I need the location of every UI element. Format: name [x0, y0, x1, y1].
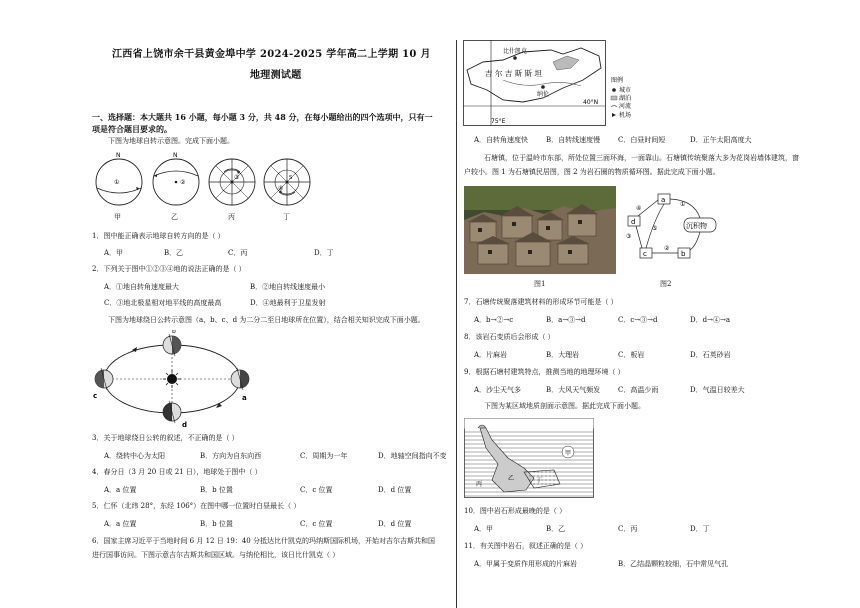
rotation-diagram-bing: [209, 159, 255, 205]
paper-title-line1: 江西省上饶市余干县黄金埠中学 2024-2025 学年高二上学期 10 月: [112, 49, 431, 60]
question-4-option-d[interactable]: D．d 位置: [378, 486, 412, 494]
legend-city: 城市: [619, 87, 632, 94]
mark-4: ④: [278, 185, 284, 192]
latitude-label: 40°N: [583, 99, 599, 106]
earth-position-b: [163, 334, 181, 356]
question-1-option-b[interactable]: B．乙: [164, 249, 184, 257]
fig1-label-jia: 甲: [114, 213, 121, 221]
question-5-option-b[interactable]: B．b 位置: [200, 520, 233, 528]
city-naryn-label: 纳伦: [537, 91, 550, 98]
question-6-option-b[interactable]: B．自转线速度慢: [546, 136, 601, 144]
question-3-option-c[interactable]: C．周期为一年: [300, 452, 348, 460]
arrow-4: ④: [636, 205, 642, 212]
node-a: a: [661, 196, 666, 204]
fig1-label-yi: 乙: [171, 213, 178, 221]
sun-icon: [163, 370, 181, 388]
section-heading-line2: 项是符合题目要求的。: [92, 124, 172, 134]
question-8-stem: 8．该岩石变质后会形成（ ）: [464, 333, 555, 341]
question-2-stem: 2．下列关于图中①②③④地的说法正确的是（ ）: [92, 265, 246, 273]
node-c: c: [643, 250, 647, 258]
paper-title-line2: 地理测试题: [250, 70, 302, 81]
orbit-label-c: c: [93, 392, 98, 400]
question-8-option-c[interactable]: C．板岩: [618, 351, 645, 359]
kyrgyzstan-map: [463, 40, 641, 126]
question-7-option-c[interactable]: C．c→③→d: [618, 316, 658, 324]
legend-title: 图例: [611, 77, 624, 84]
question-7-stem: 7．石塘传统聚落建筑材料的形成环节可能是（ ）: [464, 298, 618, 306]
city-bishkek-label: 比什凯克: [503, 48, 528, 55]
question-3-option-d[interactable]: D．地轴空间指向不变: [378, 452, 447, 460]
orbit-label-b: b: [172, 330, 176, 335]
question-8-option-a[interactable]: A．片麻岩: [474, 351, 508, 359]
question-1-option-a[interactable]: A．甲: [104, 249, 124, 257]
node-sediment: 沉积物: [686, 222, 707, 230]
question-3-stem: 3．关于地球绕日公转的叙述，不正确的是（ ）: [92, 434, 239, 442]
question-11-option-b[interactable]: B．乙结晶颗粒较细，石中常见气孔: [618, 560, 729, 568]
question-7-option-b[interactable]: B．a→③→d: [546, 316, 586, 324]
airport-icon: [612, 113, 616, 117]
question-10-stem: 10．图中岩石形成最晚的是（ ）: [464, 507, 567, 515]
question-4-option-a[interactable]: A．a 位置: [104, 486, 137, 494]
country-label: 吉 尔 吉 斯 斯 坦: [485, 69, 542, 78]
question-6-option-c[interactable]: C．白昼时间短: [618, 136, 666, 144]
north-label: N: [116, 152, 121, 159]
question-9-option-b[interactable]: B．大风天气频发: [546, 386, 601, 394]
question-8-option-d[interactable]: D．石英砂岩: [690, 351, 731, 359]
question-9-stem: 9．根据石塘村建筑特点，推测当地的地理环境（ ）: [464, 368, 625, 376]
south-label: S: [289, 175, 293, 181]
question-5-stem: 5．仁怀（北纬 28°，东经 106°）在图中哪一位置时白昼最长（ ）: [92, 502, 301, 510]
label-ding: 丁: [536, 477, 543, 484]
question-2-option-c[interactable]: C．③地北极星相对地平线的高度最高: [104, 299, 222, 307]
question-10-option-c[interactable]: C．丙: [618, 525, 638, 533]
arrow-5: ⑤: [652, 225, 658, 232]
stone-houses-photo: [464, 186, 616, 274]
legend-river: 河流: [619, 103, 632, 110]
mark-2: ②: [180, 179, 186, 186]
question-11-option-a[interactable]: A．甲属于变质作用形成的片麻岩: [474, 560, 578, 568]
question-5-option-a[interactable]: A．a 位置: [104, 520, 137, 528]
geologic-cross-section: [464, 418, 594, 498]
orbit-label-a: a: [242, 394, 247, 402]
question-6-stem-line1: 6．国家主席习近平于当地时间 6 月 12 日 19：40 分抵达比什凯克的玛纳斯国际机场，开始对吉尔吉斯共和国: [92, 537, 435, 545]
node-d: d: [631, 218, 636, 226]
earth-position-d: [163, 401, 181, 423]
mark-3: ③: [234, 174, 240, 181]
legend-airport: 机场: [619, 112, 632, 119]
question-5-option-d[interactable]: D．d 位置: [378, 520, 412, 528]
question-2-option-d[interactable]: D．④地最利于卫星发射: [250, 299, 326, 307]
question-9-option-a[interactable]: A．沙尘天气多: [474, 386, 522, 394]
node-b: b: [681, 250, 686, 258]
question-6-option-a[interactable]: A．自转角速度快: [474, 136, 529, 144]
intro-fig3-line1: 石塘镇，位于温岭市东部，所处位置三面环海，一面靠山。石塘镇传统聚落大多为花岗岩墙体建筑，窗: [484, 154, 799, 162]
question-1-option-d[interactable]: D．丁: [314, 249, 334, 257]
fig3-caption-2: 图2: [660, 280, 672, 288]
arrow-2: ②: [664, 245, 670, 252]
earth-position-c: [95, 368, 113, 390]
question-10-option-b[interactable]: B．乙: [546, 525, 566, 533]
orbit-diagram: [92, 330, 262, 428]
question-5-option-c[interactable]: C．c 位置: [300, 520, 333, 528]
intro-fig3-line2: 户较小。图 1 为石塘镇民居图，图 2 为岩石圈的物质循环图。据此完成下面小题。: [464, 168, 720, 176]
intro-fig2: 下图为地球绕日公转示意图（a、b、c、d 为二分二至日地球所在位置），结合相关知识完成下面小题。: [108, 316, 425, 324]
question-4-option-c[interactable]: C．c 位置: [300, 486, 333, 494]
question-11-stem: 11．有关图中岩石，叙述正确的是（ ）: [464, 542, 588, 550]
question-6-option-d[interactable]: D．正午太阳高度大: [690, 136, 752, 144]
rotation-diagram-ding: [264, 159, 310, 205]
label-jia: 甲: [565, 450, 572, 457]
question-4-stem: 4．春分日（3 月 20 日或 21 日），地球处于图中（ ）: [92, 468, 262, 476]
arrow-3: ③: [626, 233, 632, 240]
orbit-label-d: d: [182, 421, 188, 428]
legend-lake: 湖泊: [619, 95, 632, 102]
fig3-caption-1: 图1: [534, 280, 546, 288]
question-8-option-b[interactable]: B．大理岩: [546, 351, 580, 359]
rock-cycle-diagram: [624, 190, 728, 270]
question-7-option-d[interactable]: D．d→④→a: [690, 316, 730, 324]
rotation-diagram-jia: [96, 152, 142, 205]
question-1-option-c[interactable]: C．丙: [228, 249, 248, 257]
earth-position-a: [231, 368, 249, 390]
intro-fig1: 下图为地球自转示意图。完成下面小题。: [108, 137, 234, 145]
city-bishkek-icon: [513, 56, 517, 60]
mark-1: ①: [114, 179, 120, 186]
question-10-option-a[interactable]: A．甲: [474, 525, 494, 533]
question-7-option-a[interactable]: A．b→②→c: [474, 316, 514, 324]
city-naryn-icon: [541, 85, 545, 89]
question-2-option-b[interactable]: B．②地自转线速度最小: [250, 283, 326, 291]
question-4-option-b[interactable]: B．b 位置: [200, 486, 233, 494]
intro-fig4: 下图为某区域地质剖面示意图。据此完成下面小题。: [484, 402, 645, 410]
fig1-label-ding: 丁: [283, 213, 290, 221]
question-2-option-a[interactable]: A．①地自转角速度最大: [104, 283, 180, 291]
fig1-label-bing: 丙: [228, 213, 235, 221]
longitude-label: 75°E: [491, 118, 506, 125]
question-6-stem-line2: 进行国事访问。下图示意吉尔吉斯共和国区域。与纳伦相比，该日比什凯克（ ）: [92, 551, 340, 559]
question-1-stem: 1．图中能正确表示地球自转方向的是（ ）: [92, 232, 225, 240]
question-9-option-c[interactable]: C．高温少雨: [618, 386, 659, 394]
svg-text:N: N: [173, 152, 178, 159]
rotation-diagram-yi: [153, 152, 199, 205]
question-10-option-d[interactable]: D．丁: [690, 525, 710, 533]
column-divider: [456, 40, 457, 608]
question-3-option-b[interactable]: B．方向为自东向西: [200, 452, 262, 460]
arrow-1: ①: [680, 201, 686, 208]
section-heading-line1: 一、选择题：本大题共 16 小题，每小题 3 分，共 48 分，在每小题给出的四个选项中，只有一: [92, 112, 433, 122]
label-bing: 丙: [476, 481, 483, 488]
label-yi: 乙: [508, 475, 515, 482]
question-3-option-a[interactable]: A．绕转中心为太阳: [104, 452, 166, 460]
question-9-option-d[interactable]: D．气温日较差大: [690, 386, 745, 394]
